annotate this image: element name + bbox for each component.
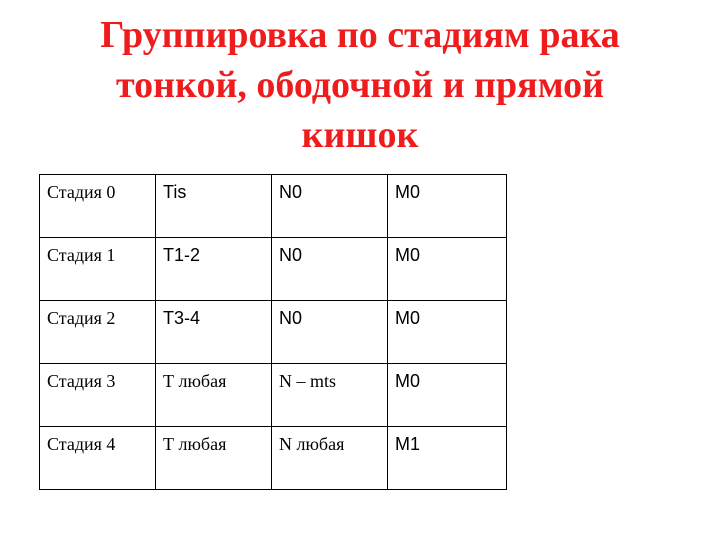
page-title [40, 10, 680, 160]
title-line-3: кишок [301, 114, 419, 156]
stage-cell: Стадия 3 [40, 364, 156, 427]
stage-cell: Стадия 0 [40, 175, 156, 238]
table-row [40, 175, 507, 238]
n-cell: N0 [272, 301, 388, 364]
t-cell: Т любая [156, 364, 272, 427]
m-cell: M0 [388, 301, 507, 364]
t-cell: T1-2 [156, 238, 272, 301]
m-cell: M0 [388, 175, 507, 238]
stage-cell: Стадия 2 [40, 301, 156, 364]
t-cell: T3-4 [156, 301, 272, 364]
table-row [40, 364, 507, 427]
stage-cell: Стадия 1 [40, 238, 156, 301]
table-row [40, 427, 507, 490]
n-cell: N0 [272, 238, 388, 301]
stage-grouping-table [39, 174, 507, 490]
m-cell: M0 [388, 364, 507, 427]
n-cell: N любая [272, 427, 388, 490]
table-row [40, 301, 507, 364]
m-cell: M1 [388, 427, 507, 490]
t-cell: Tis [156, 175, 272, 238]
title-line-2: тонкой, ободочной и прямой [116, 64, 604, 106]
t-cell: Т любая [156, 427, 272, 490]
n-cell: N – mts [272, 364, 388, 427]
n-cell: N0 [272, 175, 388, 238]
title-line-1: Группировка по стадиям рака [100, 14, 620, 56]
table-row [40, 238, 507, 301]
stage-cell: Стадия 4 [40, 427, 156, 490]
m-cell: M0 [388, 238, 507, 301]
